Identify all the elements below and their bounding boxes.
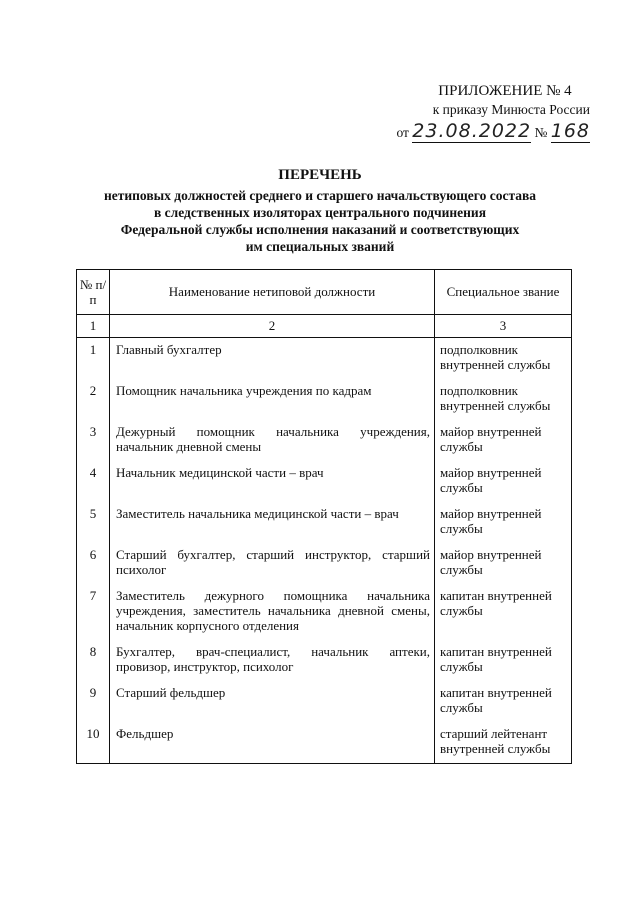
table-header-row	[77, 270, 572, 315]
spacer-cell	[77, 454, 110, 461]
position-name: Заместитель начальника медицинской части – врач	[110, 502, 435, 536]
spacer-cell	[435, 454, 572, 461]
row-number: 4	[77, 461, 110, 495]
position-name: Начальник медицинской части – врач	[110, 461, 435, 495]
position-name: Заместитель дежурного помощника начальника учреждения, заместитель начальника дневной смены, начальник корпусного отделения	[110, 584, 435, 633]
annex-block	[390, 83, 590, 142]
table-row	[77, 461, 572, 495]
special-rank: капитан внутренней службы	[435, 681, 572, 715]
special-rank: капитан внутренней службы	[435, 584, 572, 633]
spacer-cell	[110, 715, 435, 722]
heading-subtitle-2: в следственных изоляторах центрального подчинения	[153, 205, 487, 220]
table-row	[77, 420, 572, 454]
spacer-cell	[77, 577, 110, 584]
table-row	[77, 543, 572, 577]
header-num: № п/п	[77, 270, 110, 315]
spacer-cell	[435, 536, 572, 543]
spacer-cell	[110, 633, 435, 640]
spacer-cell	[110, 495, 435, 502]
spacer-cell	[435, 577, 572, 584]
row-spacer	[77, 577, 572, 584]
table-row	[77, 379, 572, 413]
spacer-cell	[110, 413, 435, 420]
spacer-cell	[77, 536, 110, 543]
spacer-cell	[435, 495, 572, 502]
table-row	[77, 681, 572, 715]
position-name: Фельдшер	[110, 722, 435, 756]
position-name: Старший бухгалтер, старший инструктор, старший психолог	[110, 543, 435, 577]
row-number: 10	[77, 722, 110, 756]
row-spacer	[77, 536, 572, 543]
spacer-cell	[110, 372, 435, 379]
document-heading	[60, 167, 580, 255]
annex-title: ПРИЛОЖЕНИЕ № 4	[438, 83, 572, 99]
position-name: Дежурный помощник начальника учреждения, начальник дневной смены	[110, 420, 435, 454]
position-name: Помощник начальника учреждения по кадрам	[110, 379, 435, 413]
spacer-cell	[435, 756, 572, 763]
position-name: Старший фельдшер	[110, 681, 435, 715]
heading-subtitle-1: нетиповых должностей среднего и старшего начальствующего состава	[103, 188, 537, 203]
spacer-cell	[435, 413, 572, 420]
table-row	[77, 722, 572, 756]
heading-subtitle-3: Федеральной службы исполнения наказаний и соответствующих	[120, 222, 520, 237]
row-number: 1	[77, 338, 110, 373]
header-rank: Специальное звание	[435, 270, 572, 315]
spacer-cell	[110, 454, 435, 461]
row-number: 6	[77, 543, 110, 577]
row-number: 3	[77, 420, 110, 454]
spacer-cell	[110, 674, 435, 681]
handwritten-date: 23.08.2022	[412, 120, 532, 142]
spacer-cell	[77, 413, 110, 420]
position-name: Бухгалтер, врач-специалист, начальник аптеки, провизор, инструктор, психолог	[110, 640, 435, 674]
column-number: 1	[77, 315, 110, 338]
table-row	[77, 338, 572, 373]
spacer-cell	[110, 756, 435, 763]
column-number-row	[77, 315, 572, 338]
row-spacer	[77, 756, 572, 763]
row-number: 9	[77, 681, 110, 715]
row-number: 7	[77, 584, 110, 633]
spacer-cell	[77, 495, 110, 502]
special-rank: майор внутренней службы	[435, 502, 572, 536]
position-name: Главный бухгалтер	[110, 338, 435, 373]
special-rank: майор внутренней службы	[435, 543, 572, 577]
special-rank: подполковник внутренней службы	[435, 338, 572, 373]
annex-order-ref: к приказу Минюста России	[432, 102, 590, 117]
spacer-cell	[435, 633, 572, 640]
annex-date-line	[390, 120, 590, 142]
from-label: от	[396, 125, 409, 140]
spacer-cell	[435, 715, 572, 722]
table-row	[77, 584, 572, 633]
row-spacer	[77, 372, 572, 379]
spacer-cell	[77, 372, 110, 379]
row-spacer	[77, 633, 572, 640]
row-number: 2	[77, 379, 110, 413]
row-spacer	[77, 454, 572, 461]
spacer-cell	[77, 633, 110, 640]
row-spacer	[77, 495, 572, 502]
table-row	[77, 640, 572, 674]
header-name: Наименование нетиповой должности	[110, 270, 435, 315]
row-spacer	[77, 674, 572, 681]
spacer-cell	[435, 372, 572, 379]
row-spacer	[77, 413, 572, 420]
spacer-cell	[77, 715, 110, 722]
column-number: 3	[435, 315, 572, 338]
row-spacer	[77, 715, 572, 722]
special-rank: подполковник внутренней службы	[435, 379, 572, 413]
spacer-cell	[110, 577, 435, 584]
row-number: 8	[77, 640, 110, 674]
spacer-cell	[435, 674, 572, 681]
positions-table	[76, 269, 572, 764]
special-rank: майор внутренней службы	[435, 420, 572, 454]
special-rank: капитан внутренней службы	[435, 640, 572, 674]
spacer-cell	[110, 536, 435, 543]
heading-subtitle-4: им специальных званий	[245, 239, 395, 254]
column-number: 2	[110, 315, 435, 338]
handwritten-number: 168	[550, 120, 590, 142]
special-rank: старший лейтенант внутренней службы	[435, 722, 572, 756]
heading-title: ПЕРЕЧЕНЬ	[278, 167, 362, 183]
row-number: 5	[77, 502, 110, 536]
table-row	[77, 502, 572, 536]
special-rank: майор внутренней службы	[435, 461, 572, 495]
number-label: №	[534, 125, 548, 140]
spacer-cell	[77, 756, 110, 763]
spacer-cell	[77, 674, 110, 681]
